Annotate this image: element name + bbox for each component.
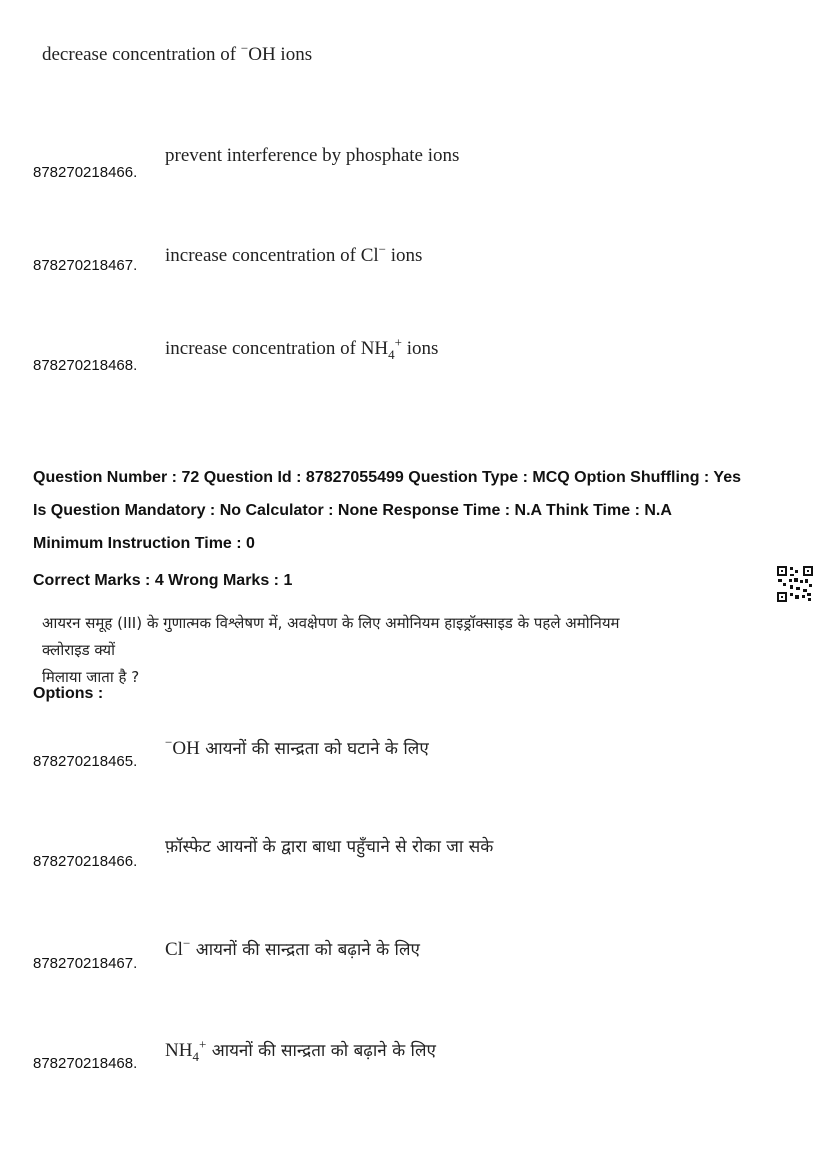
option-text-part: ions [386, 245, 423, 266]
chem-formula: OH [172, 738, 200, 759]
option-text-hindi: फ़ॉस्फेट आयनों के द्वारा बाधा पहुँचाने से रोका जा सके [165, 837, 494, 857]
option-text-hindi [165, 937, 420, 961]
chem-formula: NH [165, 1040, 193, 1061]
question-meta-line: Is Question Mandatory : No Calculator : None Response Time : N.A Think Time : N.A [33, 502, 672, 519]
superscript-plus: + [198, 1036, 207, 1052]
option-text-hindi [165, 1038, 436, 1062]
option-text-part: decrease concentration of [42, 44, 241, 65]
option-id: 878270218468. [33, 1055, 138, 1072]
option-id: 878270218466. [33, 164, 138, 181]
chem-formula: Cl [165, 939, 183, 960]
superscript-minus: − [182, 935, 191, 951]
qr-code-icon [776, 565, 814, 603]
option-id: 878270218467. [33, 257, 138, 274]
superscript-minus: − [165, 734, 173, 750]
superscript-minus: − [378, 241, 387, 257]
option-text-part: ions [275, 44, 313, 65]
option-text-part: ions [402, 338, 439, 359]
options-label: Options : [33, 685, 104, 702]
option-text-part: आयनों की सान्द्रता को घटाने के लिए [199, 739, 429, 759]
option-text-decrease-oh [42, 40, 313, 66]
question-text [42, 610, 662, 691]
question-marks: Correct Marks : 4 Wrong Marks : 1 [33, 572, 293, 589]
option-text: prevent interference by phosphate ions [165, 145, 460, 166]
option-id: 878270218467. [33, 955, 138, 972]
option-text-part: आयनों की सान्द्रता को बढ़ाने के लिए [190, 940, 420, 960]
option-text-part: आयनों की सान्द्रता को बढ़ाने के लिए [206, 1041, 436, 1061]
superscript-minus: − [240, 40, 249, 56]
option-id: 878270218468. [33, 357, 138, 374]
option-text-increase-nh4 [165, 334, 439, 362]
option-id: 878270218466. [33, 853, 138, 870]
question-text-line: आयरन समूह (III) के गुणात्मक विश्लेषण में, अवक्षेपण के लिए अमोनियम हाइड्रॉक्साइड के पहले अमोनियम क्लोराइड क्यों [42, 614, 620, 659]
subscript-four: 4 [192, 1048, 199, 1064]
option-text-increase-cl [165, 241, 423, 267]
chem-formula: OH [248, 44, 276, 65]
option-id: 878270218465. [33, 753, 138, 770]
question-text-line: मिलाया जाता है ? [42, 668, 140, 686]
question-meta-line: Question Number : 72 Question Id : 87827055499 Question Type : MCQ Option Shuffling : Yes [33, 469, 741, 486]
option-text-part: increase concentration of Cl [165, 245, 379, 266]
superscript-plus: + [394, 334, 402, 350]
subscript-four: 4 [388, 346, 395, 362]
question-meta-line: Minimum Instruction Time : 0 [33, 535, 255, 552]
option-text-hindi [165, 736, 429, 760]
option-text-part: increase concentration of NH [165, 338, 389, 359]
